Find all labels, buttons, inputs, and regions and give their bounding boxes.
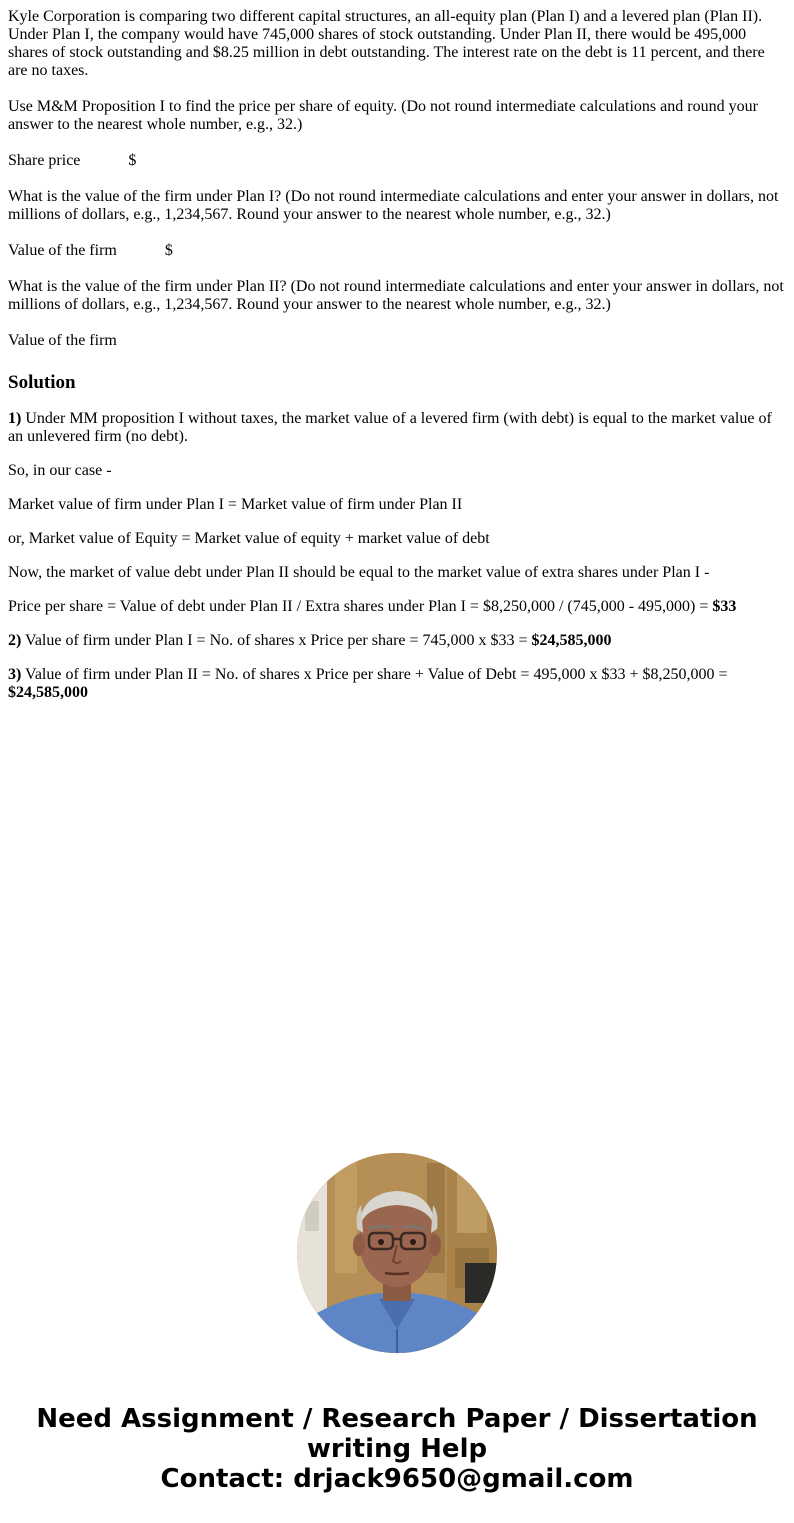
solution-equation-1: Market value of firm under Plan I = Market value of firm under Plan II (8, 496, 463, 513)
footer-contact: Contact: drjack9650@gmail.com (160, 1464, 634, 1494)
answer-3-label: Value of the firm (8, 332, 117, 349)
step-3-text: Value of firm under Plan II = No. of shares x Price per share + Value of Debt = 495,000 x $33 + $8,250,000 = (21, 666, 728, 683)
step-2-answer: $24,585,000 (531, 632, 612, 649)
step-1-number: 1) (8, 410, 22, 427)
question-3: What is the value of the firm under Plan II? (Do not round intermediate calculations and enter your answer in dollars, not millions of dollars, e.g., 1,234,567. Round your answer to the nearest whole number, e.g., 32.) (8, 278, 784, 313)
solution-now: Now, the market of value debt under Plan II should be equal to the market value of extra shares under Plan I - (8, 564, 710, 581)
step-3-answer: $24,585,000 (8, 684, 88, 701)
avatar (297, 1153, 497, 1353)
answer-2-unit: $ (164, 242, 173, 259)
price-formula: Price per share = Value of debt under Plan II / Extra shares under Plan I = $8,250,000 / (745,000 - 495,000) = (8, 598, 713, 615)
solution-step-3 (8, 666, 786, 702)
solution-case: So, in our case - (8, 462, 112, 479)
document-body (8, 0, 786, 702)
problem-intro: Kyle Corporation is comparing two different capital structures, an all-equity plan (Plan I) and a levered plan (Plan II). Under Plan I, the company would have 745,000 shares of stock outstanding. Under Plan II, there would be 495,000 shares of stock outstanding and $8.25 million in debt outstanding. The interest rate on the debt is 11 percent, and there are no taxes. (8, 8, 765, 79)
answer-3-row (8, 332, 786, 350)
answer-1-row (8, 152, 786, 170)
question-1: Use M&M Proposition I to find the price per share of equity. (Do not round intermediate calculations and round your answer to the nearest whole number, e.g., 32.) (8, 98, 758, 133)
step-2-text: Value of firm under Plan I = No. of shares x Price per share = 745,000 x $33 = (21, 632, 532, 649)
answer-2-row (8, 242, 786, 260)
solution-equation-2: or, Market value of Equity = Market value of equity + market value of debt (8, 530, 490, 547)
step-2-number: 2) (8, 632, 22, 649)
answer-1-unit: $ (128, 152, 137, 169)
step-3-number: 3) (8, 666, 22, 683)
step-1-text: Under MM proposition I without taxes, the market value of a levered firm (with debt) is equal to the market value of an unlevered firm (no debt). (8, 410, 772, 445)
person-photo-icon (297, 1153, 497, 1353)
solution-step-1 (8, 410, 786, 446)
solution-heading: Solution (8, 372, 76, 393)
footer-line-1: Need Assignment / Research Paper / Dissertation (36, 1404, 758, 1434)
answer-1-label: Share price (8, 152, 81, 169)
solution-step-2 (8, 632, 786, 650)
question-2: What is the value of the firm under Plan I? (Do not round intermediate calculations and enter your answer in dollars, not millions of dollars, e.g., 1,234,567. Round your answer to the nearest whole number, e.g., 32.) (8, 188, 779, 223)
price-answer: $33 (712, 598, 737, 615)
footer-banner (0, 1404, 794, 1494)
answer-2-label: Value of the firm (8, 242, 117, 259)
footer-line-2: writing Help (306, 1434, 488, 1464)
solution-price (8, 598, 786, 616)
